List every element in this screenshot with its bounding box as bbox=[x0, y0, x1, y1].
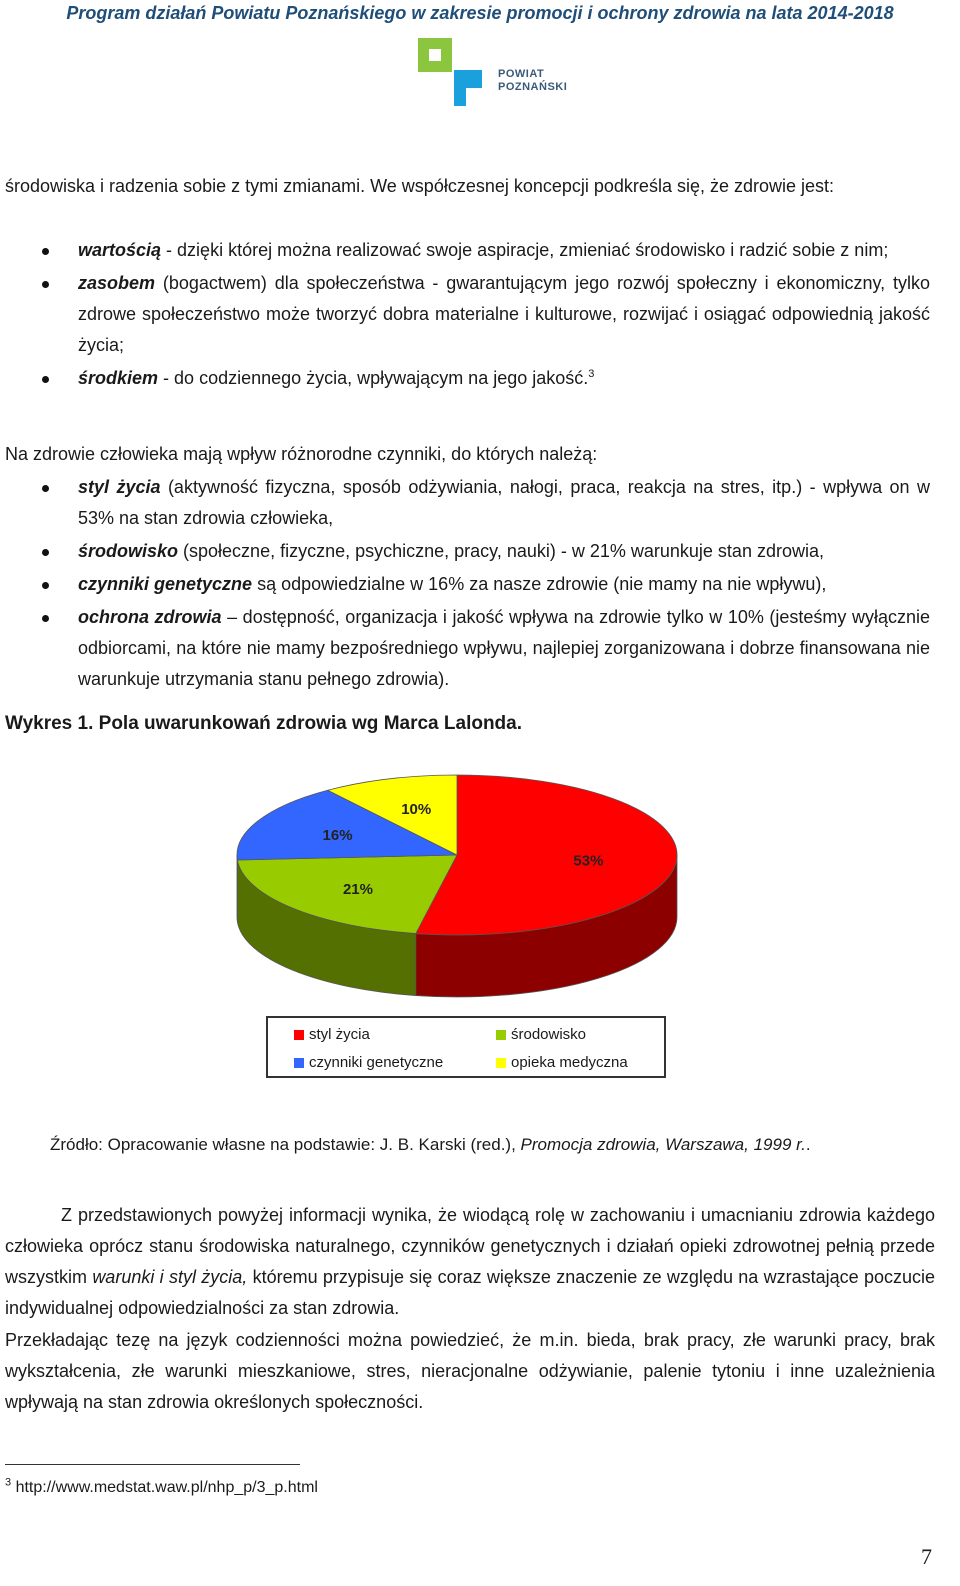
paragraph-text: Z przedstawionych powyżej informacji wynika, że wiodącą rolę w zachowaniu i umacnianiu zdrowia każdego człowieka oprócz stanu środowiska naturalnego, czynników genetycznych i działań opieki zdrowotnej pełnią przede wszystkim bbox=[5, 1205, 935, 1287]
footnote-ref: 3 bbox=[588, 368, 595, 380]
paragraph-intro: środowiska i radzenia sobie z tymi zmianami. We współczesnej koncepcji podkreśla się, że zdrowie jest: bbox=[5, 176, 835, 196]
footnote-link[interactable]: http://www.medstat.waw.pl/nhp_p/3_p.html bbox=[11, 1479, 318, 1496]
legend-label: styl życia bbox=[309, 1026, 370, 1043]
list-item-text: - do codziennego życia, wpływającym na jego jakość. bbox=[158, 368, 589, 388]
logo-mark-icon bbox=[418, 36, 498, 110]
pie-data-label: 53% bbox=[573, 852, 604, 870]
list-item-text: (społeczne, fizyczne, psychiczne, pracy, nauki) - w 21% warunkuje stan zdrowia, bbox=[178, 541, 824, 561]
source-text: Źródło: Opracowanie własne na podstawie: J. B. Karski (red.), bbox=[50, 1135, 521, 1154]
list-item-text: są odpowiedzialne w 16% za nasze zdrowie (nie mamy na nie wpływu), bbox=[252, 574, 827, 594]
health-factors-list bbox=[0, 472, 940, 695]
logo-text bbox=[498, 68, 567, 94]
legend-swatch bbox=[496, 1030, 506, 1040]
logo-text-line1: POWIAT bbox=[498, 68, 545, 80]
legend-label: opieka medyczna bbox=[511, 1054, 628, 1071]
paragraph-everyday: Przekładając tezę na język codzienności można powiedzieć, że m.in. bieda, brak pracy, złe warunki pracy, brak wykształcenia, złe warunki mieszkaniowe, stres, nieracjonalne odżywianie, palenie tytoniu i inne uzależnienia wpływają na stan zdrowia określonych społeczności. bbox=[5, 1330, 935, 1412]
chart-legend bbox=[266, 1016, 666, 1078]
legend-swatch bbox=[294, 1058, 304, 1068]
list-item-term: wartością bbox=[78, 240, 162, 260]
pie-data-label: 16% bbox=[322, 826, 353, 844]
paragraph-conclusion bbox=[5, 1200, 935, 1324]
bullet-icon bbox=[42, 615, 49, 622]
source-title: Promocja zdrowia, Warszawa, 1999 r. bbox=[520, 1135, 806, 1154]
list-item bbox=[0, 235, 930, 266]
legend-item bbox=[496, 1026, 586, 1043]
list-item-text: - dzięki której można realizować swoje aspiracje, zmieniać środowisko i radzić sobie z nim; bbox=[161, 240, 889, 260]
list-item-text: – dostępność, organizacja i jakość wpływa na zdrowie tylko w 10% (jesteśmy wyłącznie odbiorcami, na które nie mamy bezpośredniego wpływu, najlepiej zorganizowana i dobrze finansowana nie warunkuje utrzymania stanu pełnego zdrowia). bbox=[78, 607, 931, 689]
footnote-divider bbox=[5, 1464, 300, 1465]
page-number: 7 bbox=[921, 1544, 932, 1569]
legend-swatch bbox=[294, 1030, 304, 1040]
list-item bbox=[0, 472, 930, 534]
legend-label: środowisko bbox=[511, 1026, 587, 1043]
list-item-text: (bogactwem) dla społeczeństwa - gwarantującym jego rozwój społeczny i ekonomiczny, tylko zdrowe społeczeństwo może tworzyć dobra materialne i kulturowe, rozwijać i osiągać odpowiednią jakość życia; bbox=[78, 273, 930, 355]
pie-data-label: 21% bbox=[342, 880, 374, 898]
legend-item bbox=[496, 1054, 628, 1071]
logo-text-line2: POZNAŃSKI bbox=[498, 81, 568, 93]
list-item-term: zasobem bbox=[78, 273, 156, 293]
bullet-icon bbox=[42, 248, 49, 255]
paragraph-text: któremu przypisuje się coraz większe znaczenie ze względu na wzrastające poczucie indywidualnej odpowiedzialności za stan zdrowia. bbox=[5, 1267, 935, 1318]
list-item-term: styl życia bbox=[78, 477, 161, 497]
legend-label: czynniki genetyczne bbox=[309, 1054, 444, 1071]
powiat-logo bbox=[418, 36, 598, 110]
list-item bbox=[0, 569, 930, 600]
list-item-text: (aktywność fizyczna, sposób odżywiania, nałogi, praca, reakcja na stres, itp.) - wpływa on w 53% na stan zdrowia człowieka, bbox=[78, 477, 930, 528]
paragraph-factors-intro: Na zdrowie człowieka mają wpływ różnorodne czynniki, do których należą: bbox=[5, 444, 598, 464]
pie-data-label: 10% bbox=[401, 800, 432, 818]
list-item bbox=[0, 363, 930, 394]
bullet-icon bbox=[42, 582, 49, 589]
page-header-title: Program działań Powiatu Poznańskiego w zakresie promocji i ochrony zdrowia na lata 2014-2018 bbox=[66, 3, 894, 23]
list-item-term: czynniki genetyczne bbox=[78, 574, 253, 594]
list-item-term: środowisko bbox=[78, 541, 179, 561]
legend-swatch bbox=[496, 1058, 506, 1068]
bullet-icon bbox=[42, 549, 49, 556]
list-item bbox=[0, 268, 930, 361]
paragraph-emphasis: warunki i styl życia, bbox=[92, 1267, 248, 1287]
chart-source bbox=[50, 1132, 811, 1158]
chart-caption: Wykres 1. Pola uwarunkowań zdrowia wg Marca Lalonda. bbox=[5, 713, 523, 734]
list-item-term: ochrona zdrowia bbox=[78, 607, 222, 627]
list-item bbox=[0, 602, 930, 695]
legend-item bbox=[294, 1054, 443, 1071]
list-item-term: środkiem bbox=[78, 368, 159, 388]
bullet-icon bbox=[42, 376, 49, 383]
bullet-icon bbox=[42, 485, 49, 492]
legend-item bbox=[294, 1026, 370, 1043]
health-definition-list bbox=[0, 235, 940, 394]
list-item bbox=[0, 536, 930, 567]
source-suffix: . bbox=[805, 1135, 811, 1154]
footnote bbox=[5, 1476, 318, 1500]
bullet-icon bbox=[42, 281, 49, 288]
footnote-number: 3 bbox=[5, 1476, 12, 1489]
